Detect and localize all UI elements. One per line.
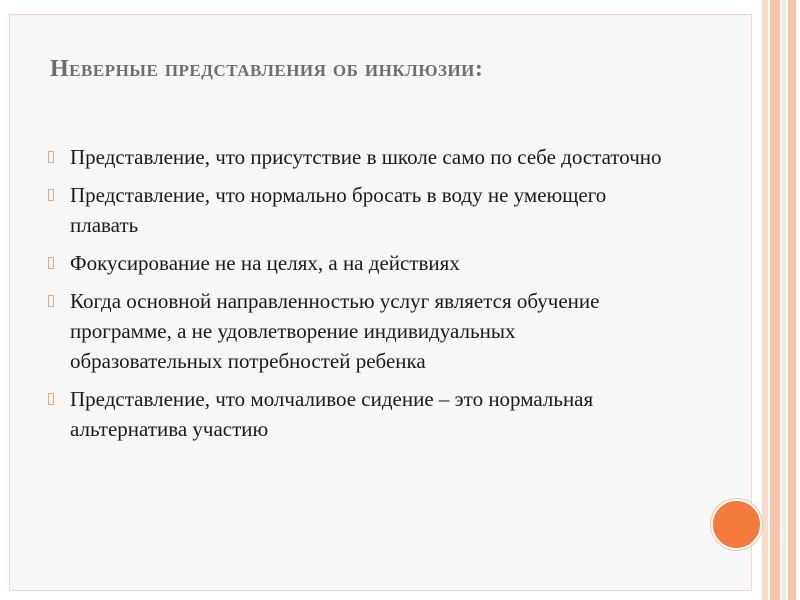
bullet-text: Когда основной направленностью услуг является обучение программе, а не удовлетворение индивидуальных образовательных потребностей ребенка	[70, 289, 600, 373]
bullet-marker-icon	[48, 393, 54, 405]
bullet-item	[48, 286, 668, 376]
stripe	[788, 0, 796, 600]
bullet-marker-icon	[48, 151, 54, 163]
stripe	[782, 0, 786, 600]
bullet-marker-icon	[48, 189, 54, 201]
stripe	[770, 0, 780, 600]
bullet-marker-icon	[48, 295, 54, 307]
bullet-text: Представление, что присутствие в школе само по себе достаточно	[70, 145, 662, 169]
bullet-item	[48, 384, 668, 444]
bullet-item	[48, 248, 668, 278]
slide-title: Неверные представления об инклюзии:	[50, 56, 484, 82]
decorative-stripes	[752, 0, 800, 600]
bullet-text: Фокусирование не на целях, а на действиях	[70, 251, 460, 275]
bullet-list	[48, 142, 668, 452]
bullet-item	[48, 180, 668, 240]
bullet-marker-icon	[48, 257, 54, 269]
stripe	[762, 0, 768, 600]
accent-circle-icon	[711, 499, 762, 550]
bullet-text: Представление, что молчаливое сидение – это нормальная альтернатива участию	[70, 387, 594, 441]
bullet-text: Представление, что нормально бросать в воду не умеющего плавать	[70, 183, 607, 237]
bullet-item	[48, 142, 668, 172]
